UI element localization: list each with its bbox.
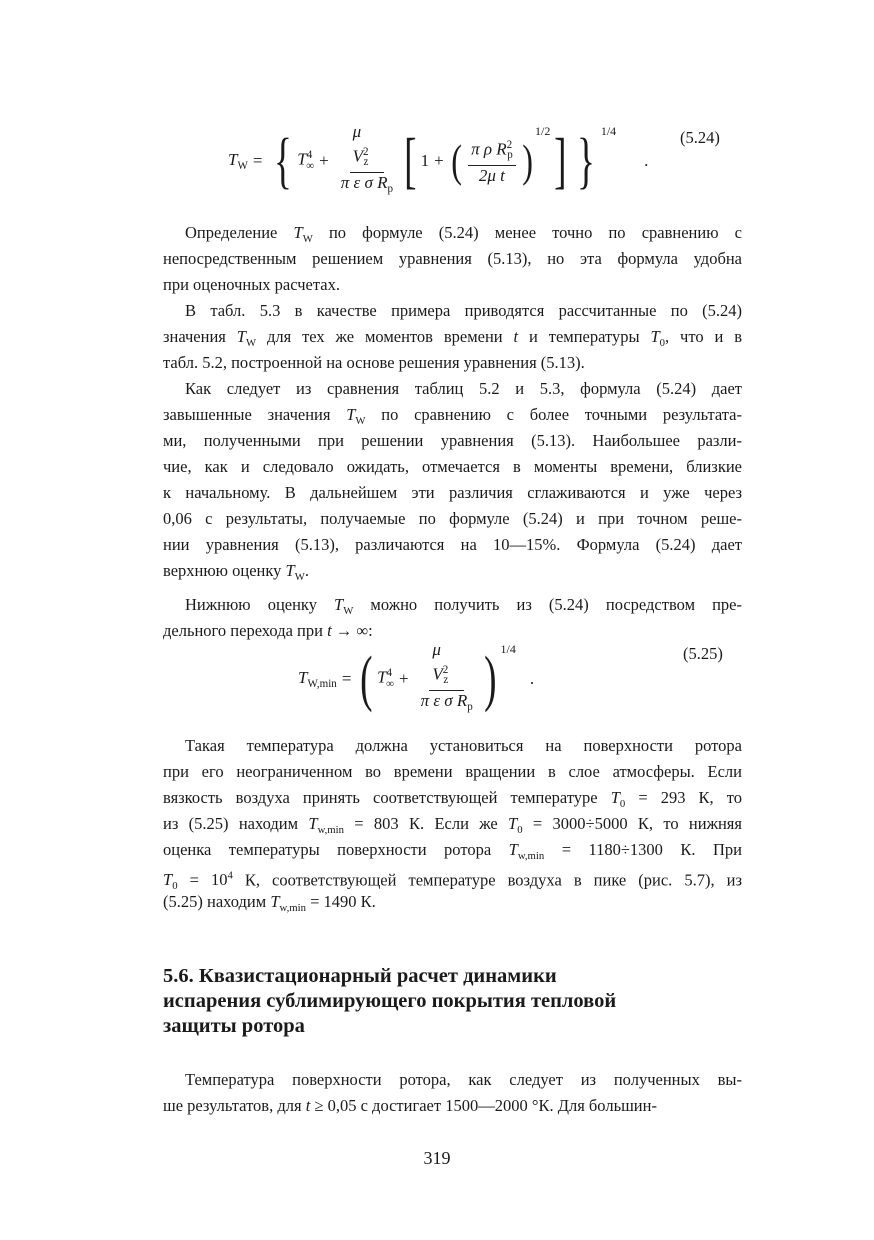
inline-math: $T_0$ (650, 327, 666, 349)
inline-math: $T_W$ (293, 223, 313, 245)
equation-5-24 (228, 122, 648, 199)
text-line (163, 1067, 742, 1093)
text-run: верхнюю оценку (163, 561, 286, 580)
right-brace: } (577, 126, 595, 195)
right-bracket: ] (554, 126, 567, 195)
left-paren: ( (360, 644, 373, 713)
text-line (163, 532, 742, 558)
inline-math: $T_{w,min}$ (508, 840, 545, 862)
text-run: ше результатов, для (163, 1096, 306, 1115)
fraction: $\frac{\mu V^2_z}{\pi \varepsilon \sigma R_p}$ (420, 640, 473, 714)
inline-math: $T_W$ (285, 561, 305, 583)
text-run: к начальному. В дальнейшем эти различия сглаживаются и уже через (163, 483, 742, 502)
left-paren: ( (451, 134, 462, 186)
text-line (163, 837, 742, 863)
text-line (163, 350, 742, 376)
eq-lhs: $T_{W,min}$ (298, 667, 337, 690)
plus-sign: + (319, 150, 329, 170)
period: . (529, 668, 535, 688)
text-line (163, 618, 742, 644)
eq-lhs: $T_W$ (228, 149, 248, 172)
text-line (163, 376, 742, 402)
text-run: , что и в (665, 327, 742, 346)
equals-sign: = (252, 150, 263, 170)
text-run: при его неограниченном во времени вращении в слое атмосферы. Если (163, 762, 742, 781)
text-line (163, 1093, 742, 1119)
text-run: при оценочных расчетах. (163, 275, 340, 294)
text-line (163, 272, 742, 298)
text-line (163, 454, 742, 480)
fraction-2: $\frac{\pi \rho R^2_p}{\text{2μ t}}$ (468, 135, 516, 186)
text-run: по формуле (5.24) менее точно по сравнению с (312, 223, 742, 242)
equation-number: (5.24) (680, 128, 720, 147)
text-line (163, 863, 742, 893)
text-line (163, 506, 742, 532)
text-run: нии уравнения (5.13), различаются на 10—15%. Формула (5.24) дает (163, 535, 742, 554)
inline-math: $T_{w,min}$ (270, 892, 306, 914)
inline-math: $10^4$ (210, 870, 233, 890)
plus-sign: + (398, 668, 409, 688)
heading-line: испарения сублимирующего покрытия тепловой (163, 990, 617, 1012)
left-brace: { (273, 126, 292, 195)
text-run: вязкость воздуха принять соответствующей температуре (163, 788, 611, 807)
right-paren: ) (483, 644, 497, 713)
text-run: завышенные значения (163, 405, 347, 424)
text-run: . (304, 561, 309, 580)
text-run: ми, полученными при решении уравнения (5.13). Наибольшее разли- (163, 431, 742, 450)
paragraph (163, 376, 742, 584)
text-run: Как следует из сравнения таблиц 5.2 и 5.3, формула (5.24) дает (185, 379, 742, 398)
text-run: Такая температура должна установиться на поверхности ротора (185, 736, 742, 755)
t-infinity: $T^4_\infty$ (297, 149, 315, 172)
inline-math: $T_0$ (610, 788, 626, 810)
text-run: и температуры (518, 327, 651, 346)
inline-math: $T_{w,min}$ (308, 814, 344, 836)
equals-sign: = (341, 668, 352, 688)
text-line (163, 220, 742, 246)
text-line (163, 246, 742, 272)
text-line (163, 428, 742, 454)
text-run: = 293 К, то (625, 788, 743, 807)
text-line (163, 785, 742, 811)
text-run: из (5.25) находим (163, 814, 309, 833)
paragraph (163, 733, 742, 915)
text-run: В табл. 5.3 в качестве примера приводятся рассчитанные по (5.24) (185, 301, 742, 320)
inline-math: $T_0$ (163, 870, 178, 893)
paragraph (163, 592, 742, 644)
heading-line: защиты ротора (163, 1015, 305, 1037)
text-run: Температура поверхности ротора, как следует из полученных вы- (185, 1070, 742, 1089)
inline-math: $T_W$ (236, 327, 257, 349)
text-run: оценка температуры поверхности ротора (163, 840, 509, 859)
inline-math: $T_0$ (508, 814, 523, 836)
left-bracket: [ (404, 126, 417, 195)
text-run: = 3000÷5000 К, то нижняя (522, 814, 742, 833)
exponent: 1/4 (500, 642, 516, 656)
equation-5-25 (298, 640, 534, 717)
paragraph (163, 1067, 742, 1119)
text-line (163, 759, 742, 785)
text-run: 0,06 с результаты, получаемые по формуле (5.24) и при точном реше- (163, 509, 742, 528)
text-run: → ∞: (331, 621, 373, 640)
text-run: ≥ 0,05 с достигает 1500—2000 °К. Для большин- (310, 1096, 657, 1115)
fraction-1: $\frac{\mu V^2_z}{\pi \varepsilon \sigma R_p}$ (340, 122, 394, 196)
inner-exponent: 1/2 (535, 124, 551, 138)
inline-math: t (305, 1096, 311, 1115)
text-run: Определение (185, 223, 294, 242)
one: 1 (420, 150, 430, 170)
text-run: табл. 5.2, построенной на основе решения уравнения (5.13). (163, 353, 585, 372)
text-run: = 1490 К. (305, 892, 376, 911)
text-line (163, 324, 742, 350)
inline-math: t (327, 621, 332, 640)
text-run: по сравнению с более точными результата- (365, 405, 742, 424)
inline-math: $T_W$ (346, 405, 366, 427)
inline-math: $T_W$ (334, 595, 354, 617)
text-run: = 803 К. Если же (343, 814, 509, 833)
text-line (163, 298, 742, 324)
text-run: К, соответствующей температуре воздуха в пике (рис. 5.7), из (232, 870, 742, 890)
text-run: = 1180÷1300 К. При (544, 840, 743, 859)
plus-sign: + (434, 150, 444, 170)
text-run: непосредственным решением уравнения (5.13), но эта формула удобна (163, 249, 742, 268)
text-run: = (177, 870, 211, 890)
text-run: можно получить из (5.24) посредством пре- (353, 595, 742, 614)
text-run: значения (163, 327, 237, 346)
paragraph (163, 298, 742, 376)
text-line (163, 811, 742, 837)
heading-line: 5.6. Квазистационарный расчет динамики (163, 965, 557, 987)
text-line (163, 558, 742, 584)
text-run: Нижнюю оценку (185, 595, 335, 614)
equation-number: (5.25) (683, 644, 723, 663)
text-run: чие, как и следовало ожидать, отмечается в моменты времени, близкие (163, 457, 742, 476)
outer-exponent: 1/4 (600, 124, 617, 138)
text-run: дельного перехода при (163, 621, 328, 640)
paragraph (163, 220, 742, 298)
text-run: (5.25) находим (163, 892, 271, 911)
inline-math: t (513, 327, 519, 346)
text-line (163, 733, 742, 759)
text-line (163, 402, 742, 428)
text-run: для тех же моментов времени (256, 327, 514, 346)
text-line (163, 889, 742, 915)
section-heading (163, 964, 616, 1039)
text-line (163, 592, 742, 618)
t-infinity: $T^4_\infty$ (377, 667, 394, 690)
period: . (644, 150, 649, 170)
text-line (163, 480, 742, 506)
page-number: 319 (423, 1148, 451, 1168)
right-paren: ) (522, 134, 533, 186)
